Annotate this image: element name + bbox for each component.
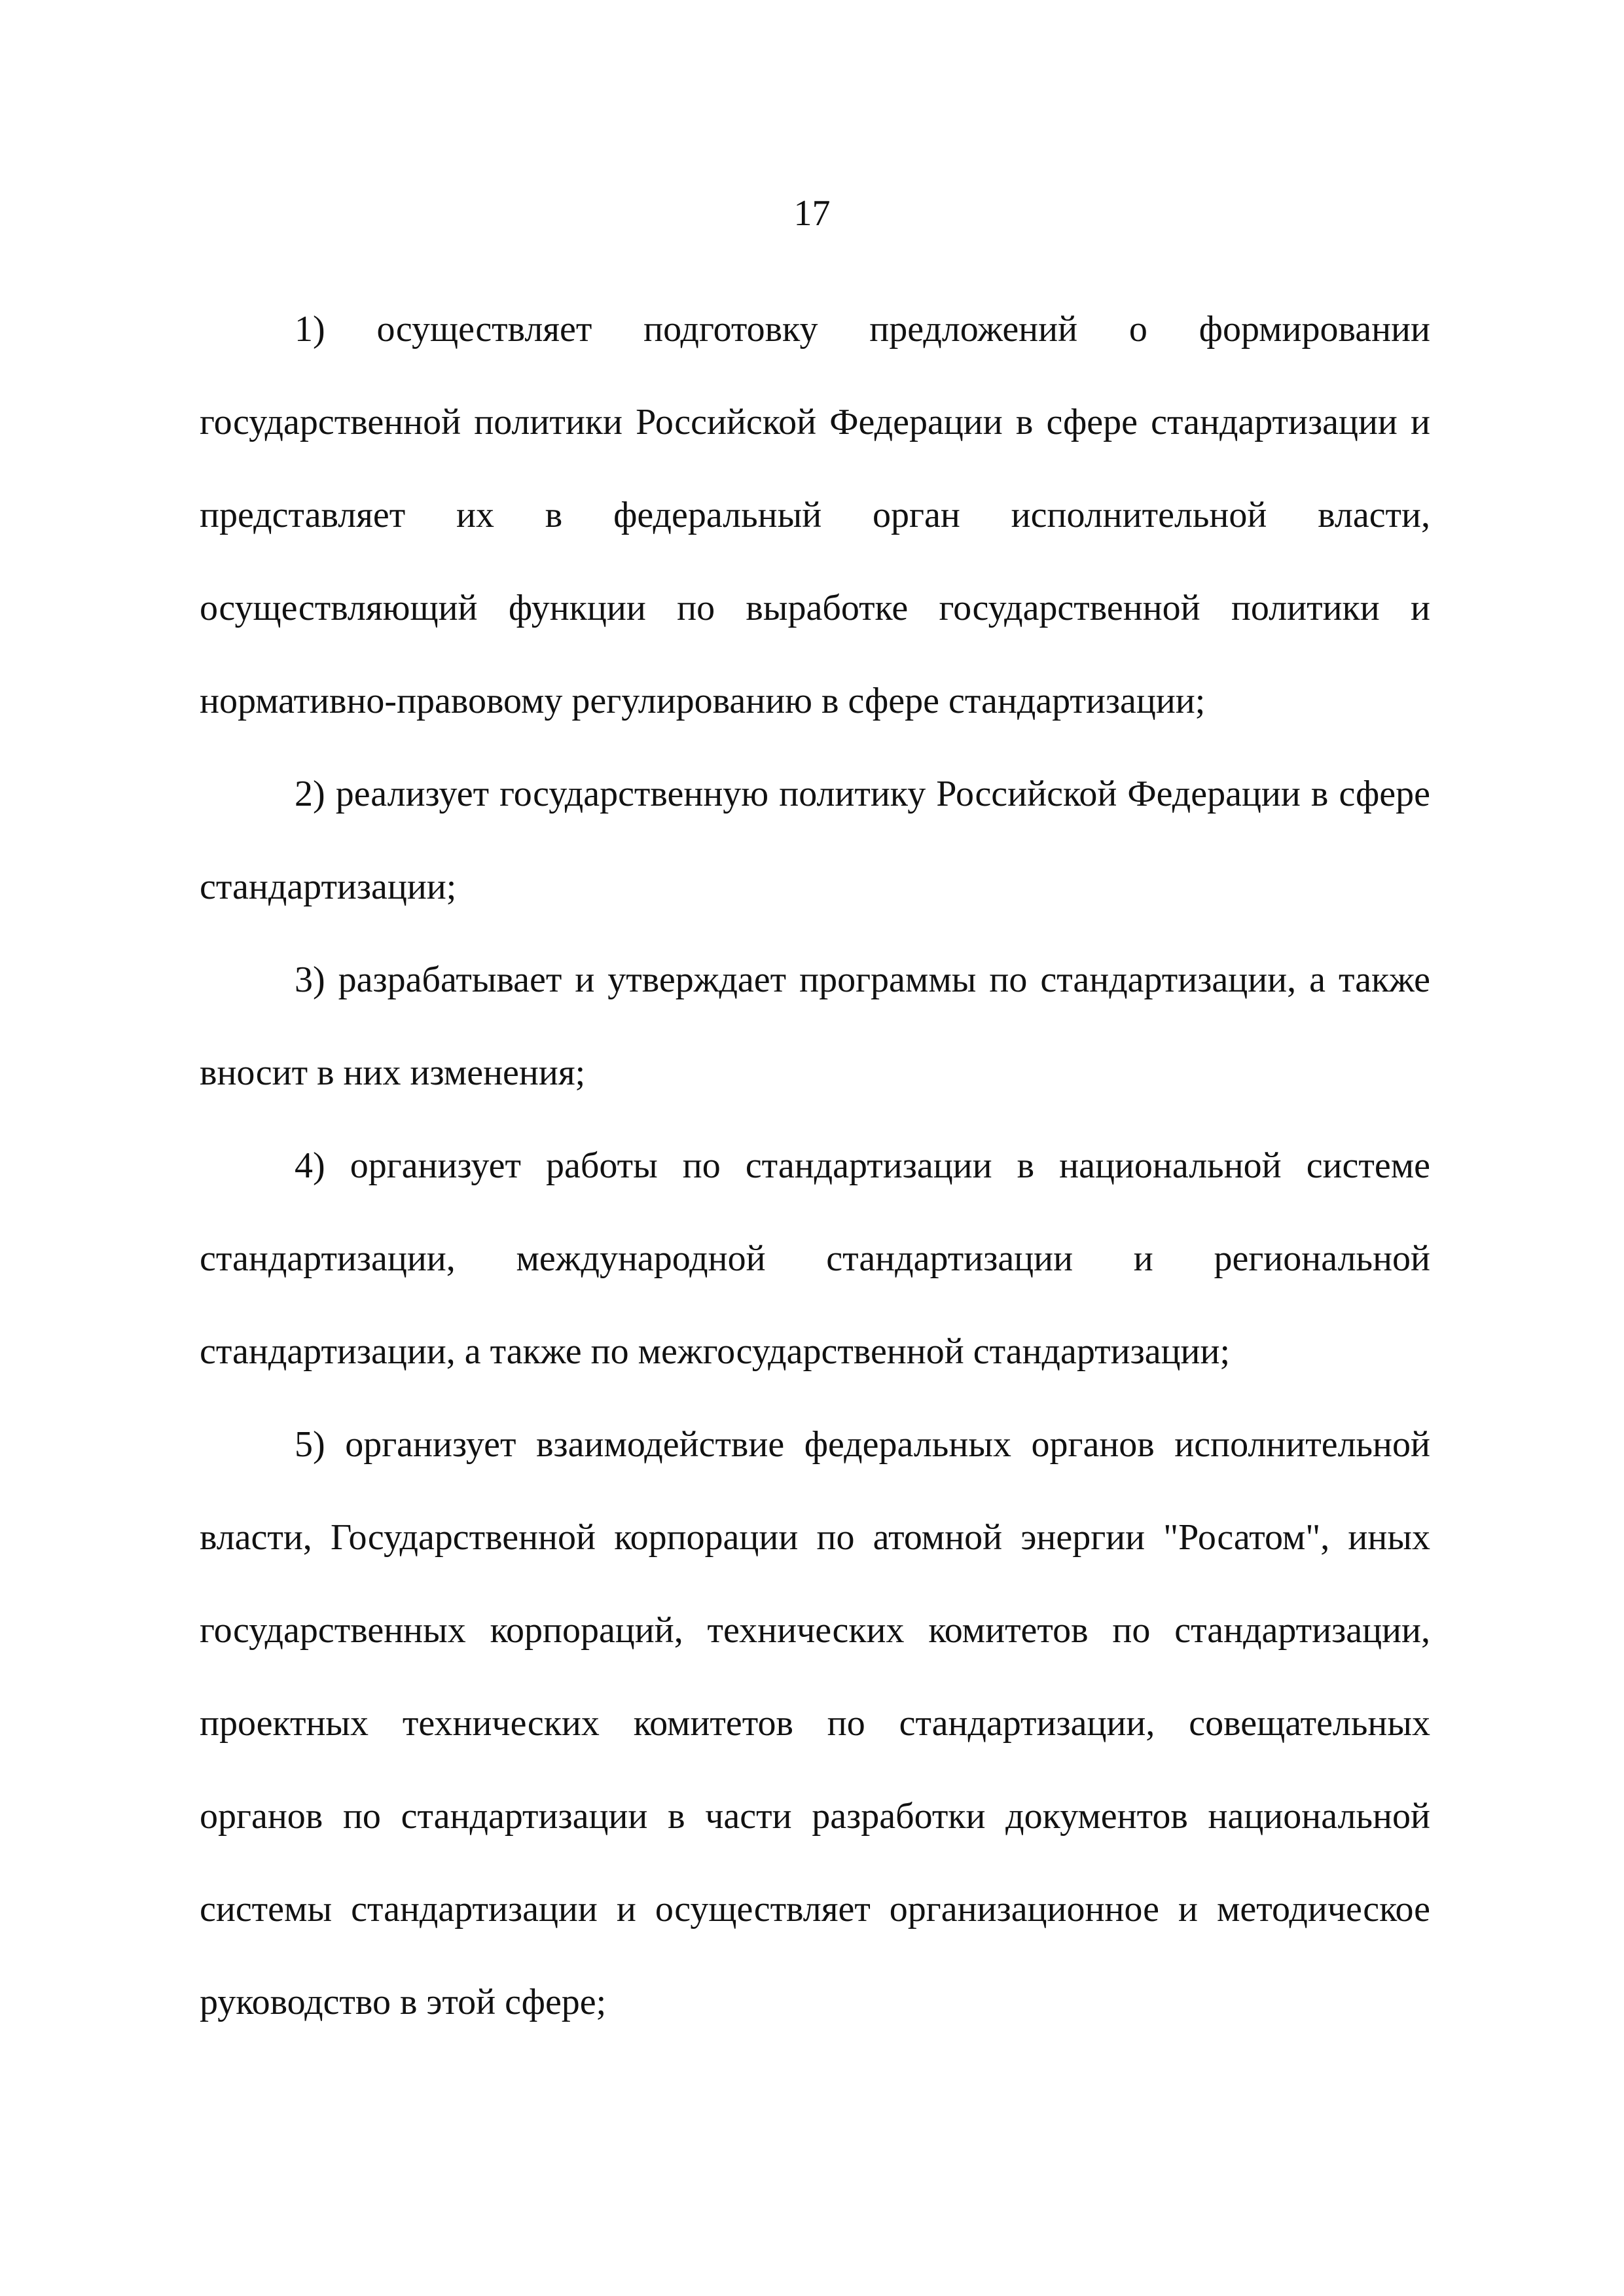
list-item: 2) реализует государственную политику Российской Федерации в сфере стандартизации; bbox=[200, 774, 1430, 907]
list-item: 3) разрабатывает и утверждает программы по стандартизации, а также вносит в них изменения; bbox=[200, 960, 1430, 1093]
list-item: 5) организует взаимодействие федеральных органов исполнительной власти, Государственной корпорации по атомной энергии "Росатом", иных государственных корпораций, технических комитетов по стандартизации, проектных технических комитетов по стандартизации, совещательных органов по стандартизации в части разработки документов национальной системы стандартизации и осуществляет организационное и методическое руководство в этой сфере; bbox=[200, 1424, 1430, 2022]
document-body bbox=[200, 283, 1430, 2049]
list-item: 4) организует работы по стандартизации в национальной системе стандартизации, международной стандартизации и региональной стандартизации, а также по межгосударственной стандартизации; bbox=[200, 1145, 1430, 1372]
page-number: 17 bbox=[793, 193, 831, 234]
list-item: 1) осуществляет подготовку предложений о формировании государственной политики Российской Федерации в сфере стандартизации и представляет их в федеральный орган исполнительной власти, осуществляющий функции по выработке государственной политики и нормативно-правовому регулированию в сфере стандартизации; bbox=[200, 309, 1430, 721]
